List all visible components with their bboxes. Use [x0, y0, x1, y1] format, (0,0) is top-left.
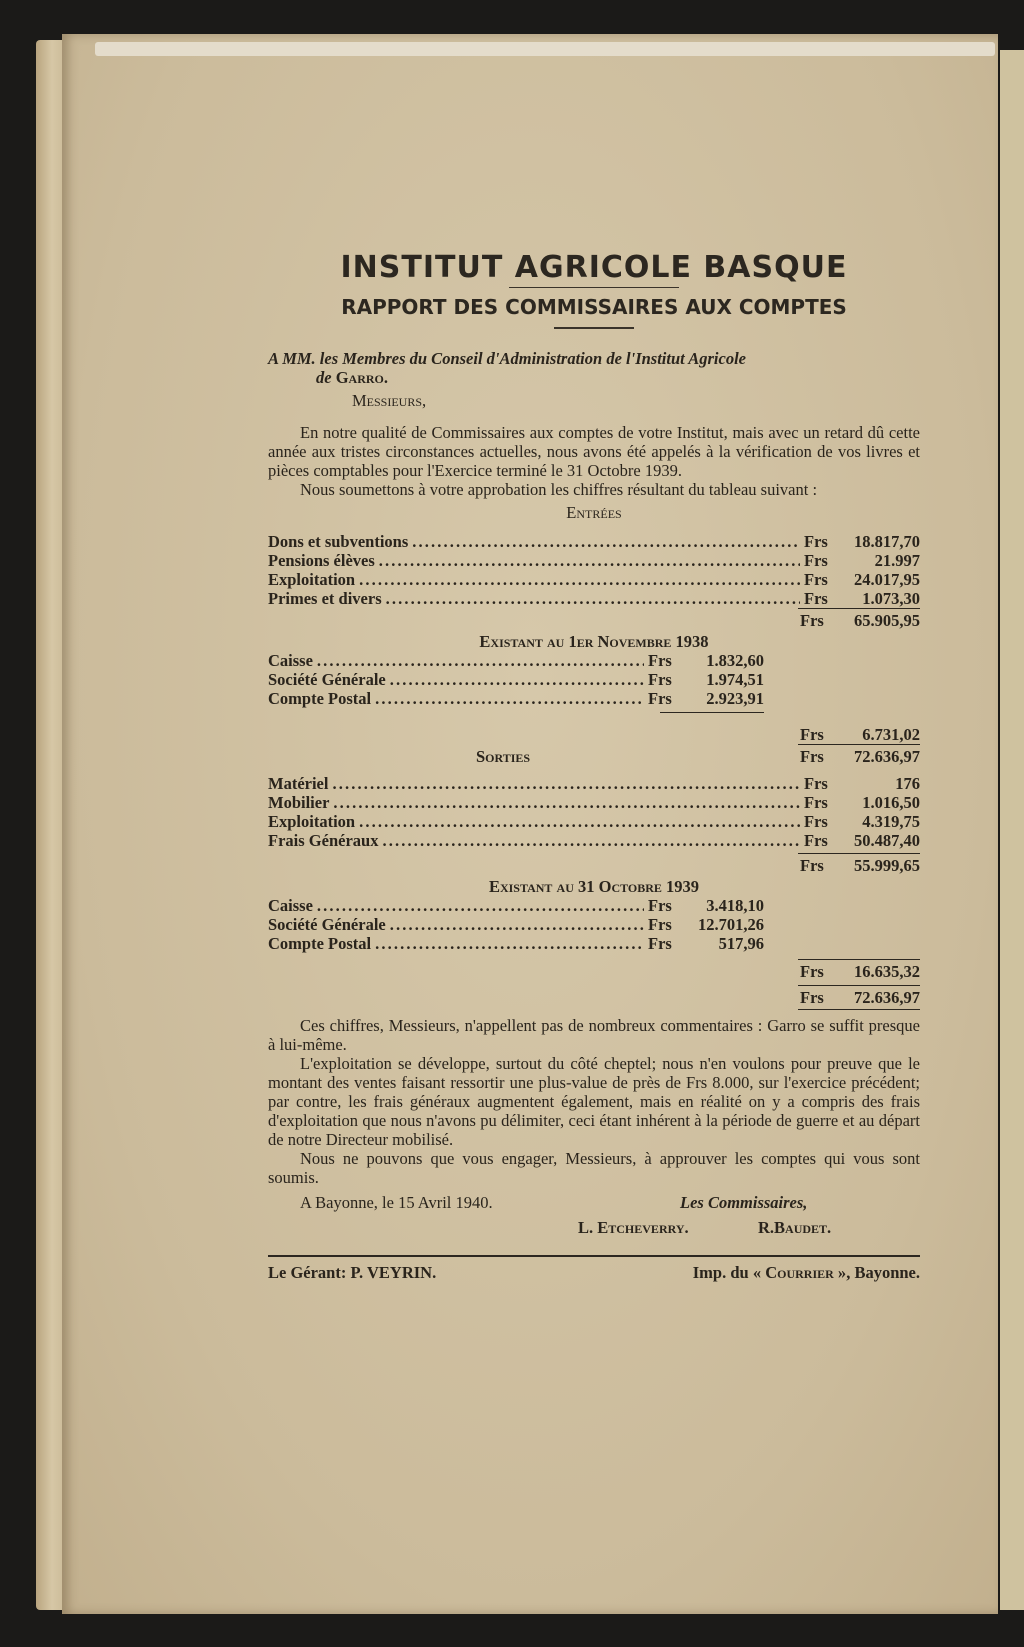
currency: Frs	[800, 611, 824, 630]
table-row	[268, 793, 920, 812]
table-row	[268, 831, 920, 850]
divider	[798, 1009, 920, 1010]
section-heading-existant-1938: Existant au 1er Novembre 1938	[479, 632, 709, 651]
signatories	[268, 1218, 920, 1237]
signatories-label: Les Commissaires,	[680, 1193, 808, 1212]
currency: Frs	[804, 570, 828, 589]
amount: 16.635,32	[854, 962, 920, 981]
table-row	[268, 774, 920, 793]
row-label: Société Générale	[268, 915, 386, 934]
currency: Frs	[648, 651, 672, 670]
row-label: Frais Généraux	[268, 831, 379, 850]
paragraph: Nous soumettons à votre approbation les chiffres résultant du tableau suivant :	[300, 480, 818, 499]
leader-dots	[375, 934, 644, 953]
table-row	[268, 934, 764, 953]
amount: 50.487,40	[854, 831, 920, 850]
row-label: Compte Postal	[268, 934, 372, 953]
currency: Frs	[800, 747, 824, 766]
row-label: Primes et divers	[268, 589, 382, 608]
paragraph: Nous ne pouvons que vous engager, Messieurs, à approuver les comptes qui vous sont soumis.	[268, 1149, 920, 1187]
printer-name: « Courrier »	[752, 1263, 847, 1282]
row-label: Matériel	[268, 774, 329, 793]
row-label: Caisse	[268, 896, 313, 915]
amount: 12.701,26	[698, 915, 764, 934]
currency: Frs	[800, 962, 824, 981]
currency: Frs	[648, 934, 672, 953]
row-label: Pensions élèves	[268, 551, 375, 570]
paragraph: En notre qualité de Commissaires aux comptes de votre Institut, mais avec un retard dû cette année aux tristes circonstances actuelles, nous avons été appelés à la vérification de vos livres et pièces comptables pour l'Exercice terminé le 31 Octobre 1939.	[268, 423, 920, 480]
row-label: Exploitation	[268, 570, 356, 589]
amount: 1.016,50	[862, 793, 920, 812]
amount: 72.636,97	[854, 988, 920, 1007]
existant-1938-total	[798, 723, 920, 744]
next-page-edge	[1000, 50, 1024, 1610]
table-row	[268, 589, 920, 608]
amount: 2.923,91	[706, 689, 764, 708]
signatory: R.Baudet.	[758, 1218, 832, 1237]
amount: 55.999,65	[854, 856, 920, 875]
existant-1938-table	[268, 651, 920, 708]
currency: Frs	[800, 856, 824, 875]
amount: 1.832,60	[706, 651, 764, 670]
address-name: Garro.	[335, 368, 388, 387]
amount: 176	[895, 774, 920, 793]
table-row	[268, 915, 764, 934]
leader-dots	[386, 589, 800, 608]
amount: 1.974,51	[706, 670, 764, 689]
currency: Frs	[804, 532, 828, 551]
amount: 18.817,70	[854, 532, 920, 551]
currency: Frs	[648, 689, 672, 708]
currency: Frs	[800, 988, 824, 1007]
amount: 72.636,97	[854, 747, 920, 766]
printer-city: , Bayonne.	[846, 1263, 920, 1282]
section-heading-sorties: Sorties	[475, 747, 531, 766]
amount: 6.731,02	[862, 725, 920, 744]
table-row	[268, 532, 920, 551]
address-prefix: de	[316, 368, 332, 387]
row-label: Société Générale	[268, 670, 386, 689]
leader-dots	[379, 551, 800, 570]
footer	[268, 1255, 920, 1282]
leader-dots	[390, 915, 644, 934]
currency: Frs	[648, 915, 672, 934]
place-date: A Bayonne, le 15 Avril 1940.	[300, 1193, 493, 1212]
amount: 1.073,30	[862, 589, 920, 608]
printer-prefix: Imp. du	[692, 1263, 749, 1282]
footer-manager: Le Gérant: P. VEYRIN.	[268, 1263, 437, 1282]
divider	[660, 712, 764, 713]
currency: Frs	[648, 670, 672, 689]
section-heading-entrees: Entrées	[566, 503, 622, 522]
leader-dots	[359, 570, 800, 589]
table-row	[268, 896, 764, 915]
currency: Frs	[804, 589, 828, 608]
leader-dots	[382, 831, 800, 850]
leader-dots	[332, 774, 800, 793]
document-subtitle: RAPPORT DES COMMISSAIRES AUX COMPTES	[341, 295, 847, 319]
page-top-edge	[95, 42, 995, 56]
signatory: L. Etcheverry.	[578, 1218, 689, 1237]
row-label: Compte Postal	[268, 689, 372, 708]
section-heading-existant-1939: Existant au 31 Octobre 1939	[488, 877, 700, 896]
signature-line	[268, 1193, 920, 1212]
row-label: Dons et subventions	[268, 532, 409, 551]
table-row	[268, 651, 764, 670]
table-row	[268, 570, 920, 589]
entrees-total	[798, 608, 920, 630]
leader-dots	[412, 532, 800, 551]
address-line-2	[268, 368, 920, 387]
sorties-table	[268, 774, 920, 850]
table-row	[268, 670, 764, 689]
amount: 3.418,10	[706, 896, 764, 915]
row-label: Exploitation	[268, 812, 356, 831]
currency: Frs	[804, 774, 828, 793]
amount: 24.017,95	[854, 570, 920, 589]
currency: Frs	[804, 812, 828, 831]
footer-printer	[693, 1263, 920, 1282]
currency: Frs	[804, 831, 828, 850]
entrees-table	[268, 532, 920, 608]
sorties-total	[798, 853, 920, 875]
salutation: Messieurs,	[352, 391, 427, 410]
table-row	[268, 689, 764, 708]
divider	[554, 327, 634, 329]
report-content	[268, 250, 920, 1282]
paragraph: L'exploitation se développe, surtout du côté cheptel; nous n'en voulons pour preuve que le montant des ventes faisant ressortir une plus-value de près de Frs 8.000, sur l'exercice précédent; par contre, les frais généraux augmentent également, mais en réalité on y a compris des frais d'exploitation que nous n'avons pu délimiter, ceci étant inhérent à la période de guerre et au départ de notre Directeur mobilisé.	[268, 1054, 920, 1149]
row-label: Caisse	[268, 651, 313, 670]
leader-dots	[375, 689, 644, 708]
amount: 21.997	[874, 551, 920, 570]
leader-dots	[317, 896, 644, 915]
currency: Frs	[800, 725, 824, 744]
address-line: A MM. les Membres du Conseil d'Administration de l'Institut Agricole	[268, 349, 746, 368]
currency: Frs	[804, 551, 828, 570]
grand-total-entrees	[798, 744, 920, 766]
grand-total-sorties	[798, 985, 920, 1007]
amount: 517,96	[718, 934, 764, 953]
leader-dots	[333, 793, 800, 812]
table-row	[268, 812, 920, 831]
leader-dots	[359, 812, 800, 831]
leader-dots	[317, 651, 644, 670]
divider	[509, 287, 679, 288]
amount: 4.319,75	[862, 812, 920, 831]
currency: Frs	[804, 793, 828, 812]
leader-dots	[390, 670, 644, 689]
currency: Frs	[648, 896, 672, 915]
row-label: Mobilier	[268, 793, 330, 812]
amount: 65.905,95	[854, 611, 920, 630]
paragraph: Ces chiffres, Messieurs, n'appellent pas de nombreux commentaires : Garro se suffit presque à lui-même.	[268, 1016, 920, 1054]
document-title: INSTITUT AGRICOLE BASQUE	[340, 250, 848, 285]
existant-1939-total	[798, 959, 920, 981]
table-row	[268, 551, 920, 570]
existant-1939-table	[268, 896, 920, 953]
